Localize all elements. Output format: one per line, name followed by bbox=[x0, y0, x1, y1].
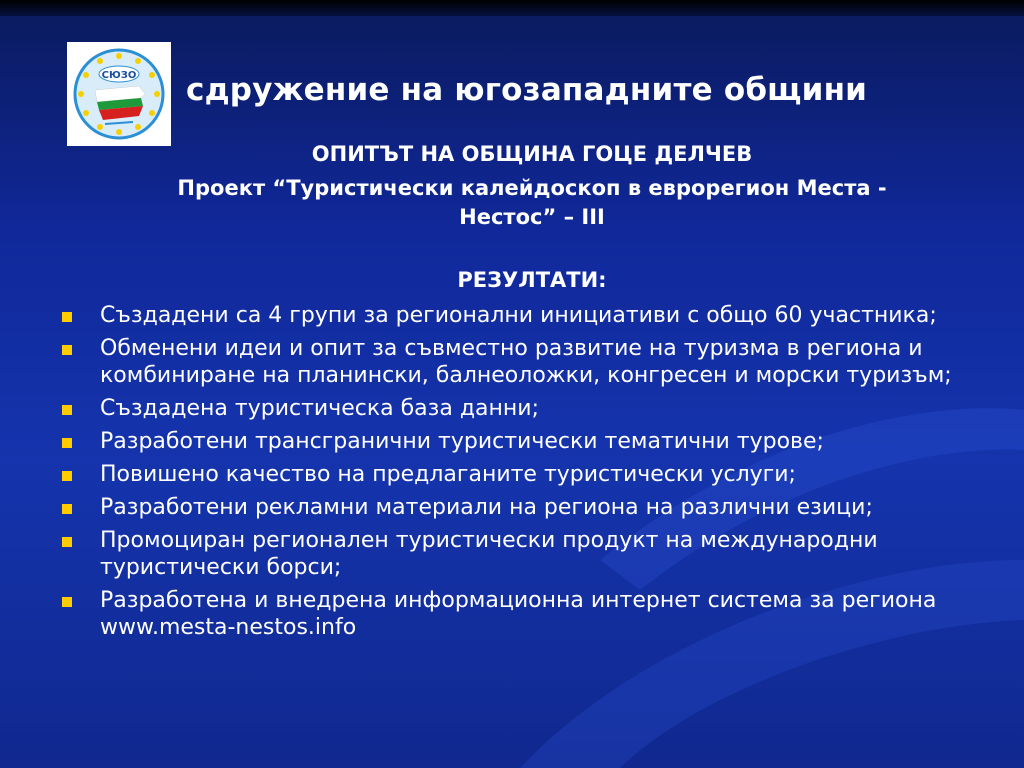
list-item bbox=[62, 461, 962, 488]
logo-text: СЮЗО bbox=[101, 70, 137, 81]
project-title bbox=[60, 174, 1004, 232]
organization-logo bbox=[67, 42, 171, 146]
list-item-text: Създадена туристическа база данни; bbox=[100, 396, 539, 421]
bullet-square-icon bbox=[62, 504, 72, 514]
experience-heading: ОПИТЪТ НА ОБЩИНА ГОЦЕ ДЕЛЧЕВ bbox=[311, 142, 753, 166]
list-item bbox=[62, 428, 962, 455]
list-item bbox=[62, 302, 962, 329]
list-item bbox=[62, 335, 962, 389]
bullet-square-icon bbox=[62, 405, 72, 415]
list-item bbox=[62, 494, 962, 521]
list-item bbox=[62, 527, 962, 581]
bullet-square-icon bbox=[62, 345, 72, 355]
list-item-text: Създадени са 4 групи за регионални инициативи с общо 60 участника; bbox=[100, 303, 937, 328]
top-dark-band bbox=[0, 0, 1024, 16]
list-item bbox=[62, 395, 962, 422]
list-item-text: Промоциран регионален туристически продукт на международни туристически борси; bbox=[100, 528, 878, 580]
bullet-square-icon bbox=[62, 312, 72, 322]
bullet-square-icon bbox=[62, 471, 72, 481]
results-heading: РЕЗУЛТАТИ: bbox=[457, 268, 607, 292]
organization-title: сдружение на югозападните общини bbox=[186, 72, 868, 108]
project-title-line-2: Нестос” – III bbox=[459, 205, 605, 229]
bullet-square-icon bbox=[62, 597, 72, 607]
list-item-text: Разработени трансгранични туристически тематични турове; bbox=[100, 429, 824, 454]
results-list bbox=[62, 302, 962, 647]
logo-emblem-icon bbox=[67, 42, 171, 146]
bullet-square-icon bbox=[62, 537, 72, 547]
list-item-text: Разработени рекламни материали на региона на различни езици; bbox=[100, 495, 873, 520]
list-item bbox=[62, 587, 962, 641]
list-item-text: Обменени идеи и опит за съвместно развитие на туризма в региона и комбиниране на планински, балнеоложки, конгресен и морски туризъм; bbox=[100, 336, 952, 388]
bullet-square-icon bbox=[62, 438, 72, 448]
list-item-text: Разработена и внедрена информационна интернет система за региона www.mesta-nestos.info bbox=[100, 588, 937, 640]
project-title-line-1: Проект “Туристически калейдоскоп в еврорегион Места - bbox=[177, 176, 887, 200]
list-item-text: Повишено качество на предлаганите туристически услуги; bbox=[100, 462, 796, 487]
